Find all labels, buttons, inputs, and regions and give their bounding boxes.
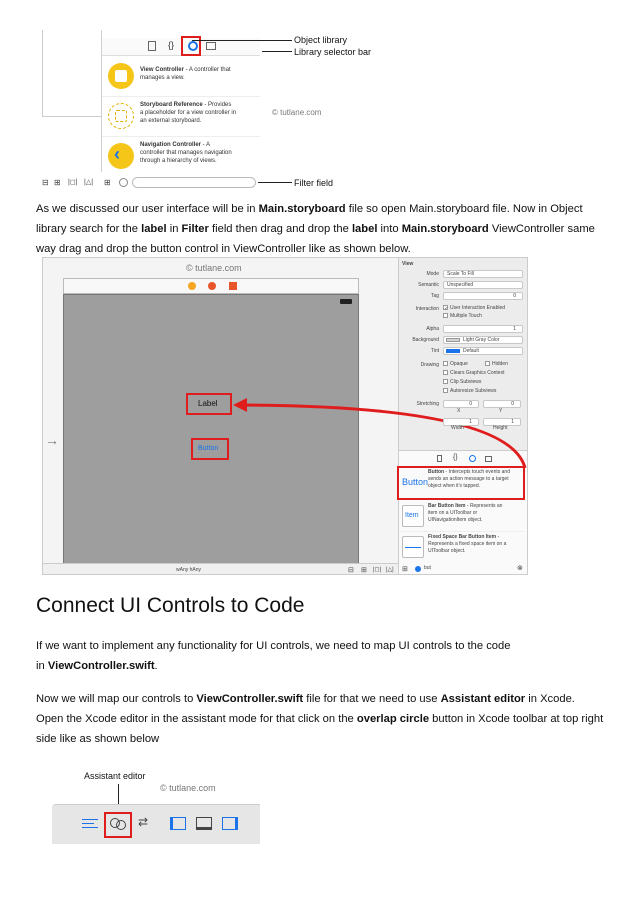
option-label: Clears Graphics Context	[450, 370, 505, 376]
filter-field[interactable]: but	[424, 565, 431, 571]
version-editor-icon[interactable]: ⇄	[138, 815, 149, 829]
checkbox[interactable]	[443, 388, 448, 393]
exit-icon[interactable]	[229, 282, 237, 290]
axis-label: Y	[499, 408, 503, 414]
text: Now we will map our controls to	[36, 693, 197, 705]
checkbox[interactable]	[443, 361, 448, 366]
debug-area-toggle-icon[interactable]	[196, 817, 212, 830]
stretch-height-field[interactable]: 1	[483, 418, 521, 426]
grid-icon[interactable]: ⊞	[104, 178, 111, 187]
inspector-row-semantic	[401, 281, 525, 290]
view-controller-inner-icon	[115, 70, 127, 82]
option-label: Multiple Touch	[450, 313, 482, 319]
callout-assistant-editor: Assistant editor	[84, 771, 146, 781]
watermark: © tutlane.com	[160, 783, 216, 793]
standard-editor-icon[interactable]	[82, 817, 98, 831]
item-title: Button	[428, 469, 445, 475]
grid-icon[interactable]: ⊞	[402, 566, 408, 573]
watermark: © tutlane.com	[272, 108, 322, 117]
entry-point-arrow-icon: →	[45, 432, 59, 448]
bold-text: ViewController.swift	[196, 693, 304, 705]
background-select[interactable]	[443, 336, 523, 344]
filter-icon[interactable]	[415, 566, 421, 572]
clear-icon[interactable]: ⊗	[517, 565, 523, 572]
row-label: Tint	[430, 348, 439, 354]
library-item[interactable]	[102, 137, 260, 177]
resolve-icon[interactable]: |△|	[386, 567, 394, 573]
tint-select[interactable]	[443, 347, 523, 355]
section-heading: Connect UI Controls to Code	[36, 594, 305, 617]
toolbar	[52, 804, 260, 844]
pin-icon[interactable]: |◻|	[373, 567, 382, 573]
bold-text: Main.storyboard	[401, 223, 489, 235]
item-desc: a placeholder for a view controller in	[140, 110, 237, 116]
library-item[interactable]	[102, 97, 260, 137]
fixed-space-line-icon	[405, 547, 421, 548]
text: Open the Xcode editor in the assistant mode for that click on the	[36, 713, 357, 725]
bottom-toolbar	[40, 176, 260, 190]
figure-assistant-editor	[52, 768, 262, 846]
option-label: Autoresize Subviews	[450, 388, 497, 394]
paragraph	[36, 689, 616, 749]
callout-object-library: Object library	[294, 35, 348, 45]
bar-button-item-icon-text: Item	[405, 512, 419, 519]
item-title: Bar Button Item	[428, 503, 466, 509]
assistant-editor-highlight	[104, 812, 132, 838]
layout-icon[interactable]: ⊟	[42, 178, 49, 187]
callout-library-selector: Library selector bar	[294, 47, 372, 57]
bold-text: overlap circle	[356, 713, 430, 725]
inspector-row-drawing3	[401, 379, 525, 388]
text: library search for the	[36, 223, 142, 235]
inspector-row-background	[401, 336, 525, 345]
stretch-y-field[interactable]: 0	[483, 400, 521, 408]
text: .	[154, 660, 158, 672]
inspector-row-xy-labels	[401, 408, 525, 417]
text: button in Xcode toolbar at top right	[429, 713, 604, 725]
inspector-row-drawing4	[401, 388, 525, 397]
tag-field[interactable]: 0	[443, 292, 523, 300]
mode-select[interactable]: Scale To Fill	[443, 270, 523, 278]
color-swatch	[446, 338, 460, 342]
text: into	[377, 223, 402, 235]
text: file so open Main.storyboard file. Now in Object	[345, 203, 583, 215]
text: field then drag and drop the	[208, 223, 352, 235]
item-desc: -	[496, 534, 500, 540]
color-swatch	[446, 349, 460, 353]
text: in	[36, 660, 48, 672]
bold-text: Assistant editor	[440, 693, 526, 705]
row-label: Mode	[426, 271, 439, 277]
file-template-icon[interactable]	[148, 41, 156, 51]
row-label: Alpha	[426, 326, 439, 332]
item-desc: item on a UIToolbar or	[428, 510, 478, 516]
item-desc: sends an action message to a target	[428, 476, 509, 482]
callout-line	[192, 40, 292, 41]
text: If we want to implement any functionality for UI controls, we need to map UI controls to the code	[36, 640, 511, 652]
library-item[interactable]	[400, 468, 524, 498]
item-desc: - Represents an	[465, 503, 503, 509]
utilities-toggle-icon[interactable]	[222, 817, 238, 830]
text: side like as shown below	[36, 733, 160, 745]
checkbox[interactable]: ✓	[444, 306, 449, 313]
inspector-row-alpha	[401, 325, 525, 334]
axis-label: Height	[493, 425, 508, 431]
inspector-row-multitouch	[401, 313, 525, 322]
bold-text: ViewController.swift	[47, 660, 155, 672]
select-value: Light Gray Color	[463, 337, 500, 343]
back-chevron-icon: ‹	[114, 144, 120, 164]
pin-icon[interactable]: |◻|	[68, 179, 78, 186]
option-label: Opaque	[450, 361, 468, 367]
align-icon[interactable]: ⊞	[54, 178, 61, 187]
first-responder-icon[interactable]	[208, 282, 216, 290]
divider	[42, 116, 102, 117]
item-desc: an external storyboard.	[140, 118, 202, 124]
item-desc: object when it's tapped.	[428, 483, 481, 489]
item-desc: - Provides	[202, 102, 232, 108]
item-title: Navigation Controller	[140, 142, 202, 148]
label-control[interactable]: Label	[198, 399, 218, 408]
text: in	[166, 223, 182, 235]
item-desc: UINavigationItem object.	[428, 517, 483, 523]
item-desc: - Intercepts touch events and	[444, 469, 510, 475]
bold-text: Filter	[181, 223, 209, 235]
view-controller-icon[interactable]	[188, 282, 196, 290]
resolve-icon[interactable]: |△|	[84, 179, 94, 186]
paragraph	[36, 636, 606, 676]
inspector-row-wh-labels	[401, 425, 525, 434]
code-snippet-icon[interactable]: {}	[453, 454, 458, 461]
library-item[interactable]	[400, 502, 524, 532]
item-title: View Controller	[140, 67, 184, 73]
object-library-highlight	[181, 36, 201, 56]
library-item[interactable]	[102, 57, 260, 97]
paragraph	[36, 199, 606, 259]
align-icon[interactable]: ⊞	[361, 567, 367, 574]
inspector-row-tag	[401, 292, 525, 301]
stretch-width-field[interactable]: 1	[443, 418, 479, 426]
canvas-bottom-bar	[43, 563, 398, 575]
option-label: Hidden	[492, 361, 508, 367]
text: in Xcode.	[525, 693, 575, 705]
navigation-controller-icon	[108, 143, 134, 169]
inspector-header: View	[402, 261, 414, 267]
bold-text: label	[141, 223, 167, 235]
alpha-field[interactable]: 1	[443, 325, 523, 333]
row-label: Drawing	[420, 362, 439, 368]
library-item[interactable]	[400, 533, 524, 563]
axis-label: Width	[451, 425, 464, 431]
filter-field[interactable]	[132, 177, 256, 188]
text: file for that we need to use	[303, 693, 441, 705]
scene-dock	[63, 278, 359, 294]
item-desc: - A controller that	[183, 67, 231, 73]
semantic-select[interactable]: Unspecified	[443, 281, 523, 289]
callout-filter-field: Filter field	[294, 178, 334, 188]
row-label: Background	[412, 337, 439, 343]
option-label: User Interaction Enabled	[450, 305, 506, 311]
divider	[42, 30, 43, 116]
text: As we discussed our user interface will be in	[36, 203, 259, 215]
button-control[interactable]: Button	[198, 445, 219, 452]
option-label: Clip Subviews	[450, 379, 482, 385]
callout-line	[258, 182, 292, 183]
row-label: Interaction	[415, 306, 439, 312]
bold-text: label	[351, 223, 378, 235]
battery-icon	[340, 299, 352, 304]
filter-icon[interactable]	[119, 178, 128, 187]
storyboard-reference-inner-icon	[115, 110, 127, 122]
watermark: © tutlane.com	[186, 263, 242, 273]
item-title: Fixed Space Bar Button Item	[428, 534, 497, 540]
inspector-row-drawing2	[401, 370, 525, 379]
row-label: Stretching	[416, 401, 439, 407]
text: way drag and drop the button control in ViewController like as shown below.	[36, 243, 411, 255]
item-desc: UIToolbar object.	[428, 548, 466, 554]
inspector-row-drawing	[401, 361, 525, 370]
checkbox[interactable]	[485, 361, 490, 366]
inspector-row-tint	[401, 347, 525, 356]
inspector-row-mode	[401, 270, 525, 279]
navigator-toggle-icon[interactable]	[170, 817, 186, 830]
checkbox[interactable]	[443, 379, 448, 384]
figure-object-library	[40, 30, 400, 195]
item-title: Storyboard Reference	[140, 102, 203, 108]
media-library-icon[interactable]	[206, 42, 216, 50]
callout-line	[262, 51, 292, 52]
row-label: Tag	[430, 293, 439, 299]
checkbox[interactable]	[443, 313, 448, 318]
item-desc: controller that manages navigation	[140, 150, 232, 156]
button-item-icon: Button	[402, 477, 429, 487]
checkbox[interactable]	[443, 370, 448, 375]
item-desc: - A	[201, 142, 211, 148]
code-snippet-icon[interactable]: {}	[168, 40, 175, 50]
axis-label: X	[457, 408, 461, 414]
item-desc: through a hierarchy of views.	[140, 158, 217, 164]
stretch-x-field[interactable]: 0	[443, 400, 479, 408]
item-desc: Represents a fixed space item on a	[428, 541, 507, 547]
size-class-selector[interactable]: wAny hAny	[176, 567, 202, 573]
select-value: Default	[463, 348, 479, 354]
stack-icon[interactable]: ⊟	[348, 567, 354, 574]
row-label: Semantic	[418, 282, 439, 288]
text: ViewController same	[488, 223, 595, 235]
bold-text: Main.storyboard	[258, 203, 346, 215]
item-desc: manages a view.	[140, 75, 185, 81]
